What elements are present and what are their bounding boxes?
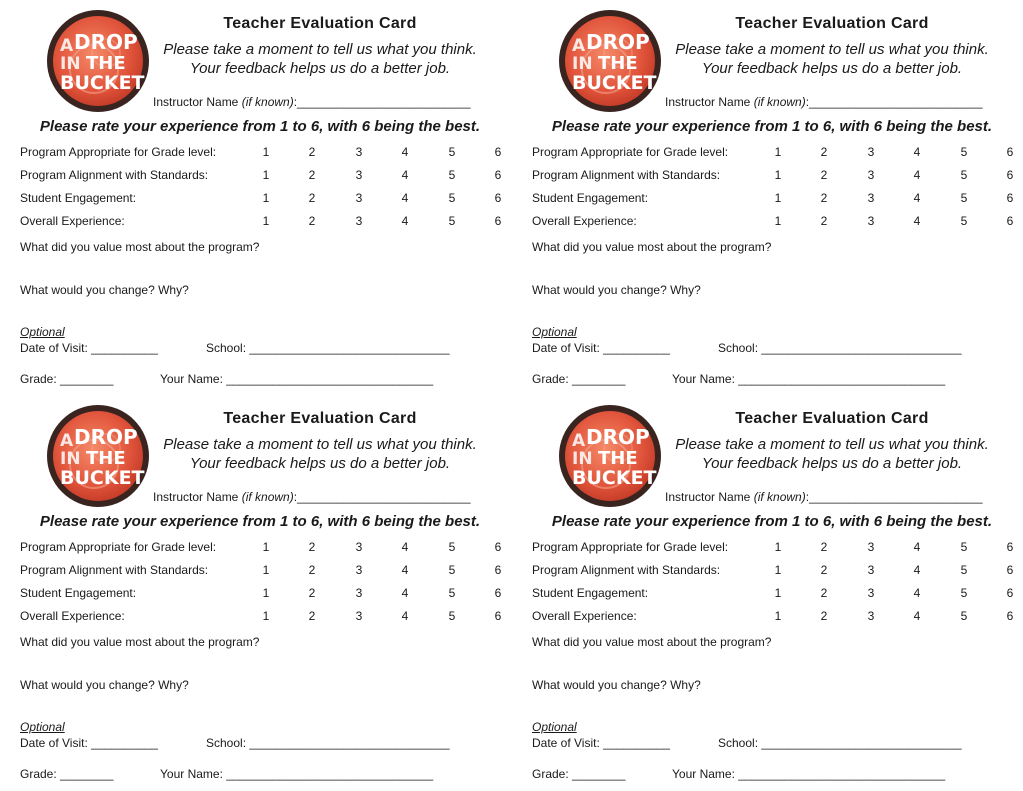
logo-word-the: THE <box>598 53 638 74</box>
instructor-name-field[interactable] <box>153 95 471 109</box>
rating-option-4[interactable]: 4 <box>401 191 409 205</box>
rating-option-4[interactable]: 4 <box>401 145 409 159</box>
your-name-field[interactable]: Your Name: _______________________________ <box>672 767 946 781</box>
rating-option-6[interactable]: 6 <box>1006 145 1014 159</box>
grade-field[interactable]: Grade: ________ <box>20 767 114 781</box>
instructor-name-field[interactable] <box>153 490 471 504</box>
grade-field[interactable]: Grade: ________ <box>532 767 626 781</box>
instructor-blank[interactable]: :__________________________ <box>293 95 471 109</box>
rating-option-2[interactable]: 2 <box>820 214 828 228</box>
optional-heading: Optional <box>20 720 65 734</box>
rating-label: Overall Experience: <box>20 609 125 623</box>
logo-word-bucket: BUCKET <box>572 72 657 94</box>
rating-option-2[interactable]: 2 <box>308 214 316 228</box>
rating-option-5[interactable]: 5 <box>960 191 968 205</box>
rating-option-1[interactable]: 1 <box>262 586 270 600</box>
drop-in-the-bucket-logo <box>558 404 662 508</box>
instructor-label: Instructor Name <box>153 490 242 504</box>
school-field[interactable]: School: ______________________________ <box>718 341 962 355</box>
rating-option-6[interactable]: 6 <box>494 214 502 228</box>
rating-option-3[interactable]: 3 <box>355 563 363 577</box>
instructor-blank[interactable]: :__________________________ <box>805 95 983 109</box>
rating-option-2[interactable]: 2 <box>820 563 828 577</box>
rating-row-engagement <box>20 586 508 604</box>
question-value-most: What did you value most about the program? <box>532 635 772 649</box>
logo-word-the: THE <box>598 448 638 469</box>
rating-option-5[interactable]: 5 <box>448 145 456 159</box>
rating-option-3[interactable]: 3 <box>355 145 363 159</box>
rating-label: Overall Experience: <box>532 609 637 623</box>
rating-option-4[interactable]: 4 <box>913 563 921 577</box>
logo-word-the: THE <box>86 448 126 469</box>
rating-option-5[interactable]: 5 <box>960 586 968 600</box>
rating-label: Program Appropriate for Grade level: <box>532 540 729 554</box>
rating-option-2[interactable]: 2 <box>308 145 316 159</box>
instructor-blank[interactable]: :__________________________ <box>805 490 983 504</box>
your-name-field[interactable]: Your Name: _______________________________ <box>160 767 434 781</box>
logo-word-in: IN <box>572 54 593 74</box>
logo-word-the: THE <box>86 53 126 74</box>
instructor-label: Instructor Name <box>665 490 754 504</box>
rating-option-2[interactable]: 2 <box>308 540 316 554</box>
instructor-name-field[interactable] <box>665 95 983 109</box>
rating-option-1[interactable]: 1 <box>774 214 782 228</box>
rating-option-5[interactable]: 5 <box>448 586 456 600</box>
rating-option-6[interactable]: 6 <box>494 540 502 554</box>
rating-option-5[interactable]: 5 <box>960 214 968 228</box>
intro-text <box>152 40 488 78</box>
rating-row-grade-level <box>532 145 1020 163</box>
drop-in-the-bucket-logo <box>558 9 662 113</box>
logo-word-drop: DROP <box>586 30 650 54</box>
question-what-change: What would you change? Why? <box>20 283 189 297</box>
intro-text <box>664 435 1000 473</box>
rating-row-overall <box>532 609 1020 627</box>
rating-label: Program Alignment with Standards: <box>20 168 209 182</box>
rating-option-4[interactable]: 4 <box>913 214 921 228</box>
rating-option-2[interactable]: 2 <box>308 191 316 205</box>
intro-line-1: Please take a moment to tell us what you think. <box>163 436 477 453</box>
rating-option-6[interactable]: 6 <box>494 168 502 182</box>
rating-option-1[interactable]: 1 <box>774 586 782 600</box>
card-title: Teacher Evaluation Card <box>735 15 929 32</box>
rating-option-5[interactable]: 5 <box>448 168 456 182</box>
rating-option-2[interactable]: 2 <box>308 563 316 577</box>
rating-option-6[interactable]: 6 <box>494 586 502 600</box>
instructor-label: Instructor Name <box>153 95 242 109</box>
intro-text <box>664 40 1000 78</box>
logo-word-a: A <box>60 431 74 451</box>
rating-option-3[interactable]: 3 <box>867 145 875 159</box>
rating-instructions: Please rate your experience from 1 to 6, with 6 being the best. <box>39 513 481 530</box>
date-of-visit-field[interactable]: Date of Visit: __________ <box>20 341 158 355</box>
rating-option-1[interactable]: 1 <box>262 563 270 577</box>
rating-label: Program Alignment with Standards: <box>20 563 209 577</box>
rating-option-5[interactable]: 5 <box>960 563 968 577</box>
card-title: Teacher Evaluation Card <box>223 15 417 32</box>
rating-option-4[interactable]: 4 <box>913 145 921 159</box>
school-field[interactable]: School: ______________________________ <box>206 736 450 750</box>
optional-heading: Optional <box>20 325 65 339</box>
rating-option-3[interactable]: 3 <box>355 609 363 623</box>
instructor-hint: (if known) <box>753 95 806 109</box>
question-value-most: What did you value most about the program? <box>20 635 260 649</box>
rating-option-4[interactable]: 4 <box>401 563 409 577</box>
question-value-most: What did you value most about the program? <box>532 240 772 254</box>
optional-heading: Optional <box>532 720 577 734</box>
logo-word-in: IN <box>60 449 81 469</box>
rating-instructions: Please rate your experience from 1 to 6, with 6 being the best. <box>39 118 481 135</box>
rating-option-1[interactable]: 1 <box>262 145 270 159</box>
rating-row-standards <box>20 563 508 581</box>
rating-option-6[interactable]: 6 <box>1006 586 1014 600</box>
rating-label: Program Appropriate for Grade level: <box>20 145 217 159</box>
intro-line-2: Your feedback helps us do a better job. <box>189 455 451 472</box>
rating-option-4[interactable]: 4 <box>401 586 409 600</box>
date-of-visit-field[interactable]: Date of Visit: __________ <box>20 736 158 750</box>
rating-option-5[interactable]: 5 <box>960 609 968 623</box>
rating-option-1[interactable]: 1 <box>774 191 782 205</box>
rating-option-4[interactable]: 4 <box>401 540 409 554</box>
logo-word-drop: DROP <box>74 30 138 54</box>
rating-option-1[interactable]: 1 <box>774 145 782 159</box>
evaluation-card-top-left <box>10 4 510 396</box>
rating-row-engagement <box>20 191 508 209</box>
rating-option-2[interactable]: 2 <box>308 168 316 182</box>
rating-row-standards <box>20 168 508 186</box>
intro-line-2: Your feedback helps us do a better job. <box>701 455 963 472</box>
rating-option-5[interactable]: 5 <box>960 145 968 159</box>
rating-row-overall <box>20 609 508 627</box>
intro-line-1: Please take a moment to tell us what you think. <box>675 436 989 453</box>
rating-row-engagement <box>532 586 1020 604</box>
evaluation-card-bottom-left <box>10 399 510 791</box>
rating-label: Overall Experience: <box>532 214 637 228</box>
rating-option-6[interactable]: 6 <box>1006 563 1014 577</box>
rating-option-5[interactable]: 5 <box>960 540 968 554</box>
rating-option-2[interactable]: 2 <box>820 191 828 205</box>
instructor-hint: (if known) <box>753 490 806 504</box>
rating-option-1[interactable]: 1 <box>774 563 782 577</box>
logo-word-bucket: BUCKET <box>60 72 145 94</box>
intro-line-2: Your feedback helps us do a better job. <box>701 60 963 77</box>
instructor-name-field[interactable] <box>665 490 983 504</box>
logo-word-a: A <box>60 36 74 56</box>
rating-option-3[interactable]: 3 <box>867 586 875 600</box>
rating-option-2[interactable]: 2 <box>820 540 828 554</box>
rating-row-overall <box>532 214 1020 232</box>
rating-option-3[interactable]: 3 <box>355 214 363 228</box>
rating-option-2[interactable]: 2 <box>308 586 316 600</box>
question-what-change: What would you change? Why? <box>20 678 189 692</box>
logo-word-a: A <box>572 431 586 451</box>
rating-option-4[interactable]: 4 <box>913 191 921 205</box>
drop-in-the-bucket-logo <box>46 9 150 113</box>
rating-row-engagement <box>532 191 1020 209</box>
your-name-field[interactable]: Your Name: _______________________________ <box>672 372 946 386</box>
rating-option-3[interactable]: 3 <box>355 191 363 205</box>
rating-label: Student Engagement: <box>532 191 649 205</box>
rating-option-3[interactable]: 3 <box>867 563 875 577</box>
rating-option-3[interactable]: 3 <box>355 586 363 600</box>
rating-option-3[interactable]: 3 <box>867 214 875 228</box>
rating-option-6[interactable]: 6 <box>1006 214 1014 228</box>
rating-row-grade-level <box>20 540 508 558</box>
rating-label: Program Alignment with Standards: <box>532 168 721 182</box>
intro-line-2: Your feedback helps us do a better job. <box>189 60 451 77</box>
rating-option-2[interactable]: 2 <box>820 168 828 182</box>
logo-word-bucket: BUCKET <box>572 467 657 489</box>
rating-label: Student Engagement: <box>20 191 137 205</box>
rating-option-4[interactable]: 4 <box>401 609 409 623</box>
rating-option-5[interactable]: 5 <box>448 563 456 577</box>
rating-row-grade-level <box>20 145 508 163</box>
date-of-visit-field[interactable]: Date of Visit: __________ <box>532 341 670 355</box>
rating-option-6[interactable]: 6 <box>494 191 502 205</box>
grade-field[interactable]: Grade: ________ <box>20 372 114 386</box>
rating-option-1[interactable]: 1 <box>262 540 270 554</box>
rating-option-3[interactable]: 3 <box>355 168 363 182</box>
rating-option-2[interactable]: 2 <box>820 586 828 600</box>
rating-option-1[interactable]: 1 <box>774 168 782 182</box>
logo-word-drop: DROP <box>586 425 650 449</box>
instructor-hint: (if known) <box>241 95 294 109</box>
intro-line-1: Please take a moment to tell us what you think. <box>675 41 989 58</box>
rating-option-3[interactable]: 3 <box>867 609 875 623</box>
evaluation-card-bottom-right <box>522 399 1022 791</box>
question-value-most: What did you value most about the program? <box>20 240 260 254</box>
rating-row-standards <box>532 563 1020 581</box>
instructor-label: Instructor Name <box>665 95 754 109</box>
card-title: Teacher Evaluation Card <box>223 410 417 427</box>
grade-field[interactable]: Grade: ________ <box>532 372 626 386</box>
rating-option-3[interactable]: 3 <box>867 168 875 182</box>
logo-word-bucket: BUCKET <box>60 467 145 489</box>
rating-option-3[interactable]: 3 <box>867 540 875 554</box>
logo-word-a: A <box>572 36 586 56</box>
logo-word-in: IN <box>572 449 593 469</box>
logo-word-drop: DROP <box>74 425 138 449</box>
rating-option-2[interactable]: 2 <box>820 609 828 623</box>
rating-option-4[interactable]: 4 <box>401 214 409 228</box>
rating-option-5[interactable]: 5 <box>448 540 456 554</box>
rating-option-5[interactable]: 5 <box>448 214 456 228</box>
rating-option-3[interactable]: 3 <box>867 191 875 205</box>
rating-option-4[interactable]: 4 <box>913 168 921 182</box>
rating-label: Overall Experience: <box>20 214 125 228</box>
school-field[interactable]: School: ______________________________ <box>206 341 450 355</box>
rating-option-5[interactable]: 5 <box>960 168 968 182</box>
your-name-field[interactable]: Your Name: _______________________________ <box>160 372 434 386</box>
rating-option-1[interactable]: 1 <box>774 609 782 623</box>
rating-option-1[interactable]: 1 <box>262 191 270 205</box>
rating-label: Program Appropriate for Grade level: <box>532 145 729 159</box>
rating-option-1[interactable]: 1 <box>262 168 270 182</box>
rating-option-5[interactable]: 5 <box>448 191 456 205</box>
date-of-visit-field[interactable]: Date of Visit: __________ <box>532 736 670 750</box>
rating-option-4[interactable]: 4 <box>401 168 409 182</box>
rating-option-3[interactable]: 3 <box>355 540 363 554</box>
intro-text <box>152 435 488 473</box>
rating-option-6[interactable]: 6 <box>1006 191 1014 205</box>
rating-label: Student Engagement: <box>532 586 649 600</box>
rating-instructions: Please rate your experience from 1 to 6, with 6 being the best. <box>551 118 993 135</box>
intro-line-1: Please take a moment to tell us what you think. <box>163 41 477 58</box>
logo-word-in: IN <box>60 54 81 74</box>
rating-label: Student Engagement: <box>20 586 137 600</box>
question-what-change: What would you change? Why? <box>532 678 701 692</box>
rating-row-overall <box>20 214 508 232</box>
rating-row-standards <box>532 168 1020 186</box>
rating-row-grade-level <box>532 540 1020 558</box>
instructor-blank[interactable]: :__________________________ <box>293 490 471 504</box>
evaluation-card-top-right <box>522 4 1022 396</box>
rating-instructions: Please rate your experience from 1 to 6, with 6 being the best. <box>551 513 993 530</box>
question-what-change: What would you change? Why? <box>532 283 701 297</box>
rating-option-1[interactable]: 1 <box>262 609 270 623</box>
rating-option-2[interactable]: 2 <box>820 145 828 159</box>
school-field[interactable]: School: ______________________________ <box>718 736 962 750</box>
card-title: Teacher Evaluation Card <box>735 410 929 427</box>
rating-option-4[interactable]: 4 <box>913 609 921 623</box>
rating-label: Program Appropriate for Grade level: <box>20 540 217 554</box>
rating-option-5[interactable]: 5 <box>448 609 456 623</box>
rating-option-6[interactable]: 6 <box>494 609 502 623</box>
rating-option-1[interactable]: 1 <box>774 540 782 554</box>
rating-option-6[interactable]: 6 <box>1006 609 1014 623</box>
rating-option-4[interactable]: 4 <box>913 540 921 554</box>
rating-option-6[interactable]: 6 <box>494 563 502 577</box>
rating-option-6[interactable]: 6 <box>1006 168 1014 182</box>
rating-label: Program Alignment with Standards: <box>532 563 721 577</box>
drop-in-the-bucket-logo <box>46 404 150 508</box>
rating-option-1[interactable]: 1 <box>262 214 270 228</box>
optional-heading: Optional <box>532 325 577 339</box>
rating-option-6[interactable]: 6 <box>1006 540 1014 554</box>
rating-option-4[interactable]: 4 <box>913 586 921 600</box>
instructor-hint: (if known) <box>241 490 294 504</box>
rating-option-2[interactable]: 2 <box>308 609 316 623</box>
rating-option-6[interactable]: 6 <box>494 145 502 159</box>
